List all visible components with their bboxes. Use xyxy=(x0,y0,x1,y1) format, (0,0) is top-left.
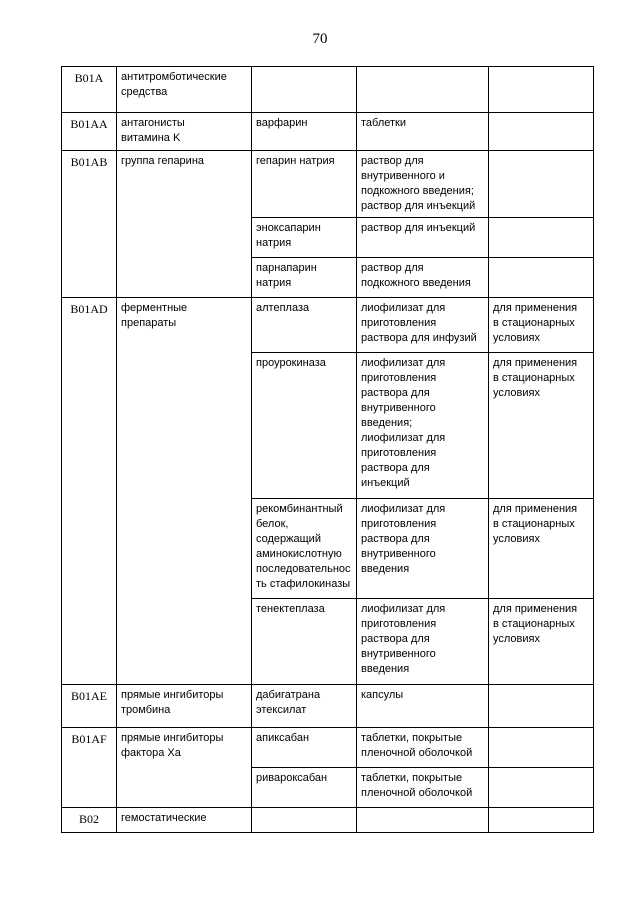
drug-name: парнапарин натрия xyxy=(252,258,357,298)
drug-name xyxy=(252,808,357,833)
atc-code: B01AA xyxy=(62,113,117,151)
drug-name: рекомбинантный белок, содержащий аминокислотную последовательнос ть стафилокиназы xyxy=(252,499,357,599)
drug-name: дабигатрана этексилат xyxy=(252,685,357,728)
dosage-form: таблетки, покрытые пленочной оболочкой xyxy=(357,728,489,768)
usage-note xyxy=(489,808,594,833)
pharmacological-group: антагонисты витамина K xyxy=(117,113,252,151)
drug-name: алтеплаза xyxy=(252,298,357,353)
drug-name: проурокиназа xyxy=(252,353,357,499)
table-row xyxy=(62,808,594,833)
dosage-form: лиофилизат для приготовления раствора для внутривенного введения xyxy=(357,599,489,685)
drug-name: апиксабан xyxy=(252,728,357,768)
table-row xyxy=(62,298,594,353)
usage-note xyxy=(489,258,594,298)
dosage-form: раствор для инъекций xyxy=(357,218,489,258)
drug-name: тенектеплаза xyxy=(252,599,357,685)
usage-note: для применения в стационарных условиях xyxy=(489,599,594,685)
usage-note xyxy=(489,768,594,808)
drug-name xyxy=(252,67,357,113)
table-row xyxy=(62,685,594,728)
pharmacological-group: ферментные препараты xyxy=(117,298,252,685)
dosage-form: таблетки xyxy=(357,113,489,151)
pharmacological-group: прямые ингибиторы фактора Xa xyxy=(117,728,252,808)
dosage-form: раствор для подкожного введения xyxy=(357,258,489,298)
usage-note: для применения в стационарных условиях xyxy=(489,298,594,353)
usage-note: для применения в стационарных условиях xyxy=(489,353,594,499)
dosage-form xyxy=(357,808,489,833)
pharmacological-group: группа гепарина xyxy=(117,151,252,298)
drug-table xyxy=(61,66,594,833)
dosage-form: таблетки, покрытые пленочной оболочкой xyxy=(357,768,489,808)
pharmacological-group: прямые ингибиторы тромбина xyxy=(117,685,252,728)
dosage-form xyxy=(357,67,489,113)
drug-name: эноксапарин натрия xyxy=(252,218,357,258)
drug-name: ривароксабан xyxy=(252,768,357,808)
table-row xyxy=(62,151,594,218)
dosage-form: лиофилизат для приготовления раствора для внутривенного введения xyxy=(357,499,489,599)
dosage-form: раствор для внутривенного и подкожного введения; раствор для инъекций xyxy=(357,151,489,218)
usage-note xyxy=(489,151,594,218)
usage-note: для применения в стационарных условиях xyxy=(489,499,594,599)
atc-code: B01AB xyxy=(62,151,117,298)
atc-code: B01AD xyxy=(62,298,117,685)
usage-note xyxy=(489,218,594,258)
table-row xyxy=(62,113,594,151)
atc-code: B01A xyxy=(62,67,117,113)
table-row xyxy=(62,67,594,113)
page-number: 70 xyxy=(312,31,328,47)
pharmacological-group: антитромботические средства xyxy=(117,67,252,113)
pharmacological-group: гемостатические xyxy=(117,808,252,833)
usage-note xyxy=(489,113,594,151)
table-row xyxy=(62,728,594,768)
drug-name: гепарин натрия xyxy=(252,151,357,218)
atc-code: B01AF xyxy=(62,728,117,808)
atc-code: B02 xyxy=(62,808,117,833)
usage-note xyxy=(489,685,594,728)
dosage-form: капсулы xyxy=(357,685,489,728)
drug-name: варфарин xyxy=(252,113,357,151)
dosage-form: лиофилизат для приготовления раствора для внутривенного введения; лиофилизат для приготовления раствора для инъекций xyxy=(357,353,489,499)
usage-note xyxy=(489,67,594,113)
usage-note xyxy=(489,728,594,768)
dosage-form: лиофилизат для приготовления раствора для инфузий xyxy=(357,298,489,353)
atc-code: B01AE xyxy=(62,685,117,728)
